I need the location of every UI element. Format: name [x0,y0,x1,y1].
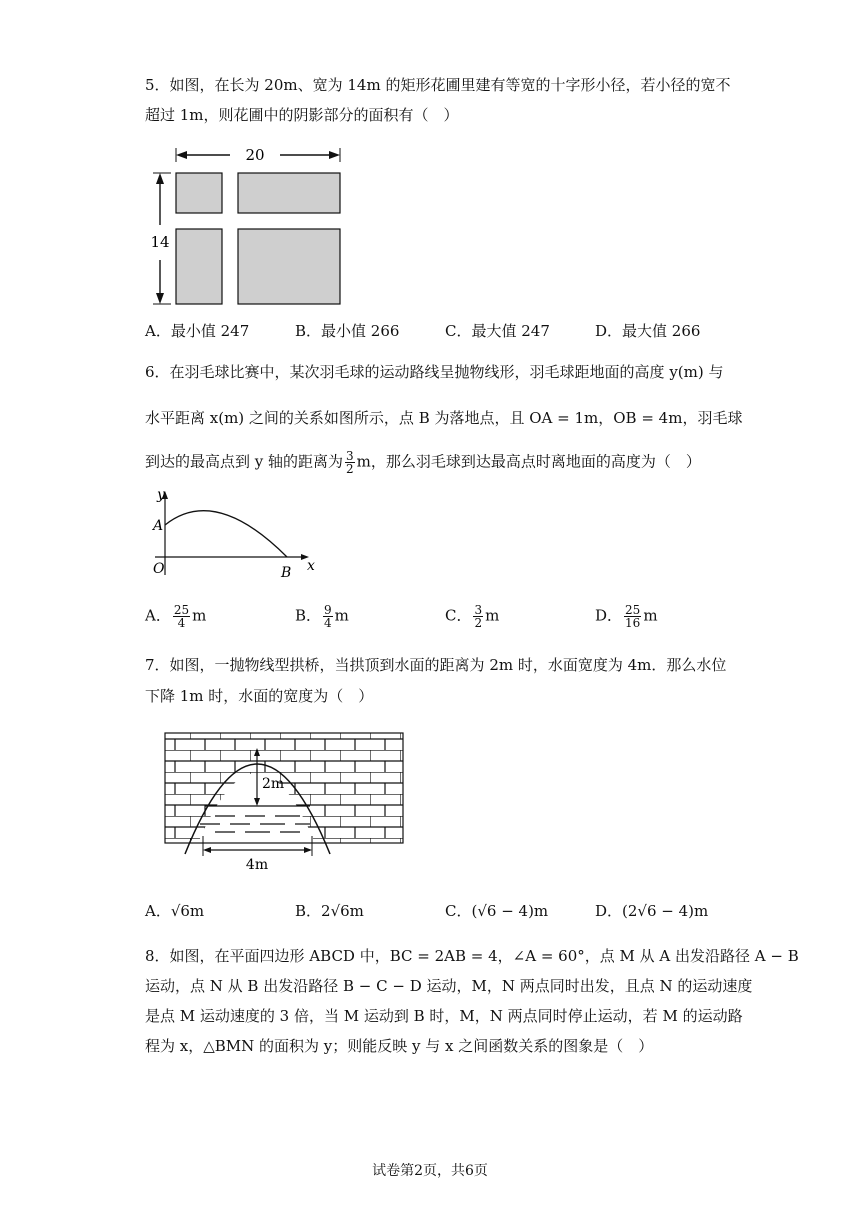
q6-option-c: C． $\frac{3}{2}$ m [445,603,500,630]
q6-text-line-3: 到达的最高点到 y 轴的距离为 $\frac{3}{2}$ m，那么羽毛球到达最高点时离地面的高度为（ ） [145,449,701,476]
q7-width-label: 4m [245,857,269,873]
q8-text-line-3: 是点 M 运动速度的 3 倍，当 M 运动到 B 时，M，N 两点同时停止运动，若 M 的运动路 [145,1007,743,1025]
q8-text-line-4: 程为 x，△BMN 的面积为 y；则能反映 y 与 x 之间函数关系的图象是（ ） [145,1037,654,1055]
q5-option-c: C．最大值 247 [445,322,550,340]
q5-length-label: 20 [245,146,265,164]
q7-text-line-1: 7．如图，一抛物线型拱桥，当拱顶到水面的距离为 2m 时，水面宽度为 4m．那么水位 [145,656,727,674]
q7-option-b: B．2√6m [295,902,364,920]
q6-fraction: $\frac{3}{2}$ [346,449,354,476]
q7-option-d: D．(2√6 − 4)m [595,902,709,920]
q6-point-o-label: O [153,561,165,577]
q6-point-a-label: A [153,518,164,534]
q8-text-line-2: 运动，点 N 从 B 出发沿路径 B − C − D 运动，M，N 两点同时出发，且点 N 的运动速度 [145,977,753,995]
q5-text-line-2: 超过 1m，则花圃中的阴影部分的面积有（ ） [145,106,459,124]
page-footer: 试卷第2页，共6页 [372,1163,488,1179]
q7-text-line-2: 下降 1m 时，水面的宽度为（ ） [145,687,374,705]
q6-text-line-2: 水平距离 x(m) 之间的关系如图所示，点 B 为落地点，且 OA = 1m，OB = 4m，羽毛球 [145,409,743,427]
q5-option-b: B．最小值 266 [295,322,400,340]
q7-option-a: A．√6m [145,902,205,920]
q6-y-axis-label: y [157,487,165,503]
q7-arch-bridge-figure [160,728,410,873]
q7-option-c: C．(√6 − 4)m [445,902,549,920]
q7-height-label: 2m [262,776,285,792]
q6-option-d: D． $\frac{25}{16}$ m [595,603,658,630]
q6-parabola-figure [145,485,325,585]
q5-option-d: D．最大值 266 [595,322,701,340]
q5-text-line-1: 5．如图，在长为 20m、宽为 14m 的矩形花圃里建有等宽的十字形小径，若小径的宽不 [145,76,731,94]
q6-option-b: B． $\frac{9}{4}$ m [295,603,349,630]
q6-x-axis-label: x [307,558,315,574]
q5-option-a: A．最小值 247 [145,322,250,340]
q6-option-a: A． $\frac{25}{4}$ m [145,603,207,630]
q6-text-line-1: 6．在羽毛球比赛中，某次羽毛球的运动路线呈抛物线形，羽毛球距地面的高度 y(m) 与 [145,363,724,381]
q5-width-label: 14 [150,233,170,251]
q8-text-line-1: 8．如图，在平面四边形 ABCD 中，BC = 2AB = 4，∠A = 60°，点 M 从 A 出发沿路径 A − B [145,947,799,965]
q6-point-b-label: B [281,565,292,581]
q5-garden-figure [145,140,355,310]
